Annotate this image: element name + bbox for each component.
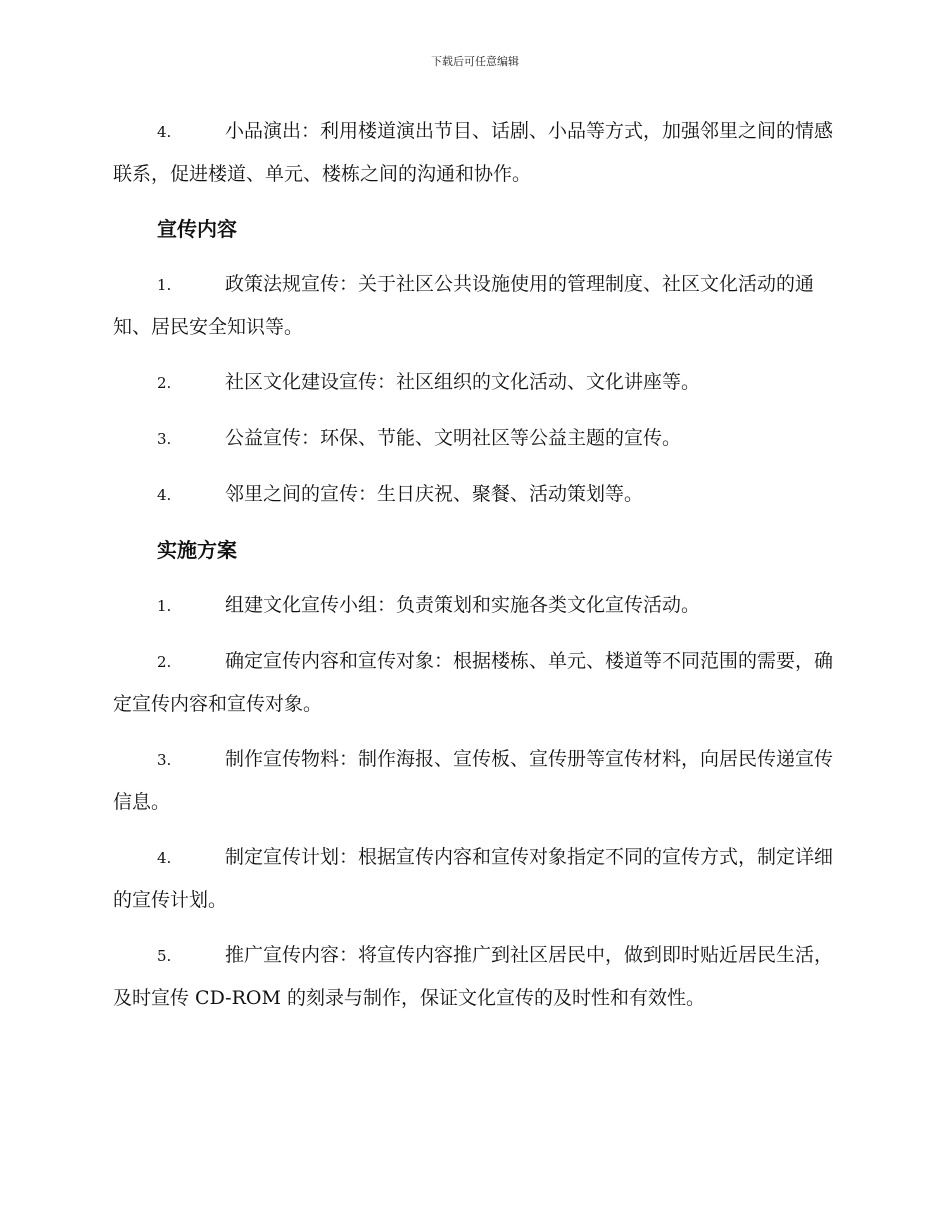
list-item-text: 政策法规宣传：关于社区公共设施使用的管理制度、社区文化活动的通知、居民安全知识等。 — [113, 273, 815, 338]
list-item-number: 1. — [157, 276, 172, 294]
list-item — [113, 836, 833, 921]
list-item-number: 3. — [157, 751, 172, 769]
list-item — [113, 640, 833, 725]
list-item-number: 3. — [157, 430, 172, 448]
list-item — [113, 110, 833, 195]
list-item-number: 4. — [157, 486, 172, 504]
list-item-number: 4. — [157, 123, 172, 141]
list-item-number: 2. — [157, 653, 172, 671]
list-item-text: 社区文化建设宣传：社区组织的文化活动、文化讲座等。 — [225, 371, 701, 393]
list-item-text: 推广宣传内容：将宣传内容推广到社区居民中，做到即时贴近居民生活，及时宣传 CD-ROM 的刻录与制作，保证文化宣传的及时性和有效性。 — [113, 944, 834, 1009]
list-item — [113, 263, 833, 348]
list-item — [113, 473, 833, 516]
section-heading-implementation-plan: 实施方案 — [157, 538, 237, 562]
list-item — [113, 584, 833, 627]
list-item-text: 组建文化宣传小组：负责策划和实施各类文化宣传活动。 — [225, 594, 701, 616]
list-item-text: 邻里之间的宣传：生日庆祝、聚餐、活动策划等。 — [225, 483, 644, 505]
section-heading-publicity-content: 宣传内容 — [157, 217, 237, 241]
list-item — [113, 934, 833, 1019]
list-item-number: 1. — [157, 597, 172, 615]
page-header-note: 下载后可任意编辑 — [431, 55, 519, 68]
list-item — [113, 738, 833, 823]
document-body — [113, 110, 833, 1032]
list-item-text: 制作宣传物料：制作海报、宣传板、宣传册等宣传材料，向居民传递宣传信息。 — [113, 748, 834, 813]
list-item-text: 制定宣传计划：根据宣传内容和宣传对象指定不同的宣传方式，制定详细的宣传计划。 — [113, 846, 834, 911]
list-item-number: 5. — [157, 947, 172, 965]
list-item-number: 4. — [157, 849, 172, 867]
list-item — [113, 417, 833, 460]
list-item — [113, 361, 833, 404]
list-item-text: 确定宣传内容和宣传对象：根据楼栋、单元、楼道等不同范围的需要，确定宣传内容和宣传对象。 — [113, 650, 834, 715]
list-item-text: 公益宣传：环保、节能、文明社区等公益主题的宣传。 — [225, 427, 682, 449]
list-item-text: 小品演出：利用楼道演出节目、话剧、小品等方式，加强邻里之间的情感联系，促进楼道、单元、楼栋之间的沟通和协作。 — [113, 120, 834, 185]
list-item-number: 2. — [157, 374, 172, 392]
